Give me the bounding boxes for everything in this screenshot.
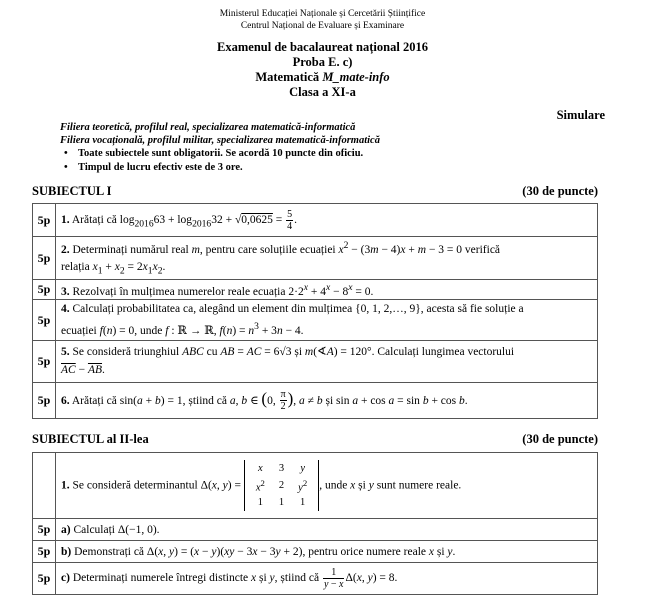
problem-text: Se consideră triunghiul [72, 346, 180, 359]
problem-text: . Calculați lungimea vectorului [371, 346, 515, 359]
subject-prefix: Matematică [255, 70, 323, 84]
points-cell: 5p [33, 340, 56, 382]
problem-intro: 1. Se consideră determinantul Δ(x, y) = x 3 y $x^2$ 2 $y^2$ 1 1 1 , unde x și y sunt numere reale. [56, 453, 598, 519]
problem-number: 1. [61, 213, 70, 226]
problem-text: , unde [134, 324, 163, 337]
points-cell: 5p [33, 204, 56, 237]
problem-text: Se consideră determinantul [72, 479, 198, 492]
note-text: Timpul de lucru efectiv este de 3 ore. [78, 162, 243, 173]
problem-text: cu [206, 346, 218, 359]
determinant: x 3 y $x^2$ 2 $y^2$ 1 1 1 [244, 460, 319, 512]
points-cell: 5p [33, 237, 56, 280]
problem-text: ecuației [61, 324, 97, 337]
problem-text: și [436, 545, 445, 558]
problem-number: 3. [61, 285, 70, 298]
subject-name: M_mate-info [322, 70, 390, 84]
problem-text: verifică [464, 243, 501, 256]
problem-text: Arătați că [71, 394, 117, 407]
problem-4: 4. Calculați probabilitatea ca, alegând un element din mulțimea {0, 1, 2,…, 9}, acesta să fie soluție a ecuației f(n) = 0, unde f : ℝ → ℝ, $f(n) = n^3 + 3n - 4$. [56, 300, 598, 341]
problem-row [33, 340, 598, 382]
problem-row [33, 237, 598, 280]
section-title: SUBIECTUL I [32, 184, 112, 198]
problem-row [33, 382, 598, 418]
subiect-1-heading [32, 184, 598, 199]
note-text: Toate subiectele sunt obligatorii. Se acordă 10 puncte din oficiu. [78, 148, 364, 159]
problem-row [33, 204, 598, 237]
problem-1: 1. Arătați că $\log_{2016}63 + \log_{2016}32 + √0,0625$ = $\frac{5}{4}$ . [56, 204, 598, 237]
exam-subject [0, 70, 645, 85]
problem-6: 6. Arătați că sin(a + b) = 1, știind că a, b ∈ (0, $\frac{\pi}{2}$ ), a ≠ b și sin a + cos a = sin b + cos b. [56, 382, 598, 418]
problem-text: relația [61, 260, 90, 273]
problem-row [33, 280, 598, 300]
problem-intro-row [33, 453, 598, 519]
fraction: $\frac{\pi}{2}$ [280, 389, 286, 413]
problem-text: , știind că [182, 394, 227, 407]
bullet-icon: • [64, 148, 68, 159]
points-cell: 5p [33, 563, 56, 595]
exam-header [0, 40, 645, 100]
section-points: (30 de puncte) [522, 184, 598, 198]
problem-label: c) [61, 572, 70, 585]
problem-text: , acesta să fie soluție a [420, 303, 524, 316]
problem-label: a) [61, 523, 71, 536]
center-name: Centrul Național de Evaluare și Examinare [240, 21, 405, 31]
points-cell: 5p [33, 519, 56, 541]
problem-2a: a) Calculați Δ(−1, 0). [56, 519, 598, 541]
points-cell: 5p [33, 280, 56, 300]
points-cell: 5p [33, 382, 56, 418]
problem-text: și [358, 479, 366, 492]
problem-text: și [259, 572, 267, 585]
points-cell [33, 453, 56, 519]
exam-title: Examenul de bacalaureat național 2016 [217, 40, 428, 54]
problem-row [33, 300, 598, 341]
problem-5: 5. Se consideră triunghiul ABC cu AB = AC = 6√3 și m(∢A) = 120°. Calculați lungimea vectorului $\overline{AC} - \overline{AB}$. [56, 340, 598, 382]
problem-number: 5. [61, 346, 70, 359]
section-title: SUBIECTUL al II-lea [32, 432, 149, 446]
subiect-2-heading [32, 432, 598, 447]
note-1 [64, 148, 363, 159]
bullet-icon: • [64, 162, 68, 173]
problem-text: Calculați [73, 523, 115, 536]
problem-text: și [325, 394, 334, 407]
problem-row [33, 563, 598, 595]
problem-3: 3. Rezolvați în mulțimea numerelor reale ecuația $2\cdot 2^x + 4^x - 8^x = 0$. [56, 280, 598, 300]
fraction: $\frac{1}{y - x}$ [323, 567, 344, 590]
subiect-1-table [32, 203, 598, 419]
filiera-line-1: Filiera teoretică, profilul real, specializarea matematică-informatică [60, 122, 356, 133]
exam-header-ministry [0, 8, 645, 32]
problem-text: Calculați probabilitatea ca, alegând un element din mulțimea [72, 303, 353, 316]
subiect-2-table [32, 452, 598, 595]
points-cell: 5p [33, 300, 56, 341]
problem-text: , știind că [274, 572, 320, 585]
fraction: $\frac{5}{4}$ [287, 208, 293, 232]
problem-text: Demonstrați că [74, 545, 145, 558]
problem-number: 6. [61, 394, 70, 407]
problem-number: 1. [61, 479, 70, 492]
problem-text: sunt numere reale. [376, 479, 462, 492]
simulation-label: Simulare [556, 108, 605, 122]
problem-row [33, 519, 598, 541]
problem-number: 4. [61, 303, 70, 316]
problem-number: 2. [61, 243, 70, 256]
problem-label: b) [61, 545, 72, 558]
exam-proba: Proba E. c) [292, 55, 353, 69]
problem-text: Determinați numerele întregi distincte [72, 572, 249, 585]
ministry-name: Ministerul Educației Naționale și Cercetării Științifice [219, 9, 426, 19]
problem-text: și [294, 346, 303, 359]
section-points: (30 de puncte) [522, 432, 598, 446]
problem-text: Determinați numărul real [72, 243, 189, 256]
problem-text: Arătați că [71, 213, 117, 226]
problem-2: 2. Determinați numărul real m, pentru care soluțiile ecuației $x^2 - (3m - 4)x + m - 3 = 0$ verifică relația $x_1 + x_2 = 2x_1x_2$. [56, 237, 598, 280]
note-2 [64, 162, 243, 173]
problem-row [33, 541, 598, 563]
problem-text: Rezolvați în mulțimea numerelor reale ecuația [72, 285, 286, 298]
filiera-line-2: Filiera vocațională, profilul militar, specializarea matematică-informatică [60, 135, 380, 146]
problem-2c: c) Determinați numerele întregi distincte x și y, știind că $\frac{1}{y - x}$ Δ(x, y) = 8. [56, 563, 598, 595]
problem-text: , unde [319, 479, 348, 492]
problem-2b: b) Demonstrați că Δ(x, y) = (x − y)(xy − 3x − 3y + 2), pentru orice numere reale x și y. [56, 541, 598, 563]
exam-class: Clasa a XI-a [289, 85, 356, 99]
problem-text: , pentru orice numere reale [302, 545, 426, 558]
points-cell: 5p [33, 541, 56, 563]
problem-text: , pentru care soluțiile ecuației [199, 243, 336, 256]
